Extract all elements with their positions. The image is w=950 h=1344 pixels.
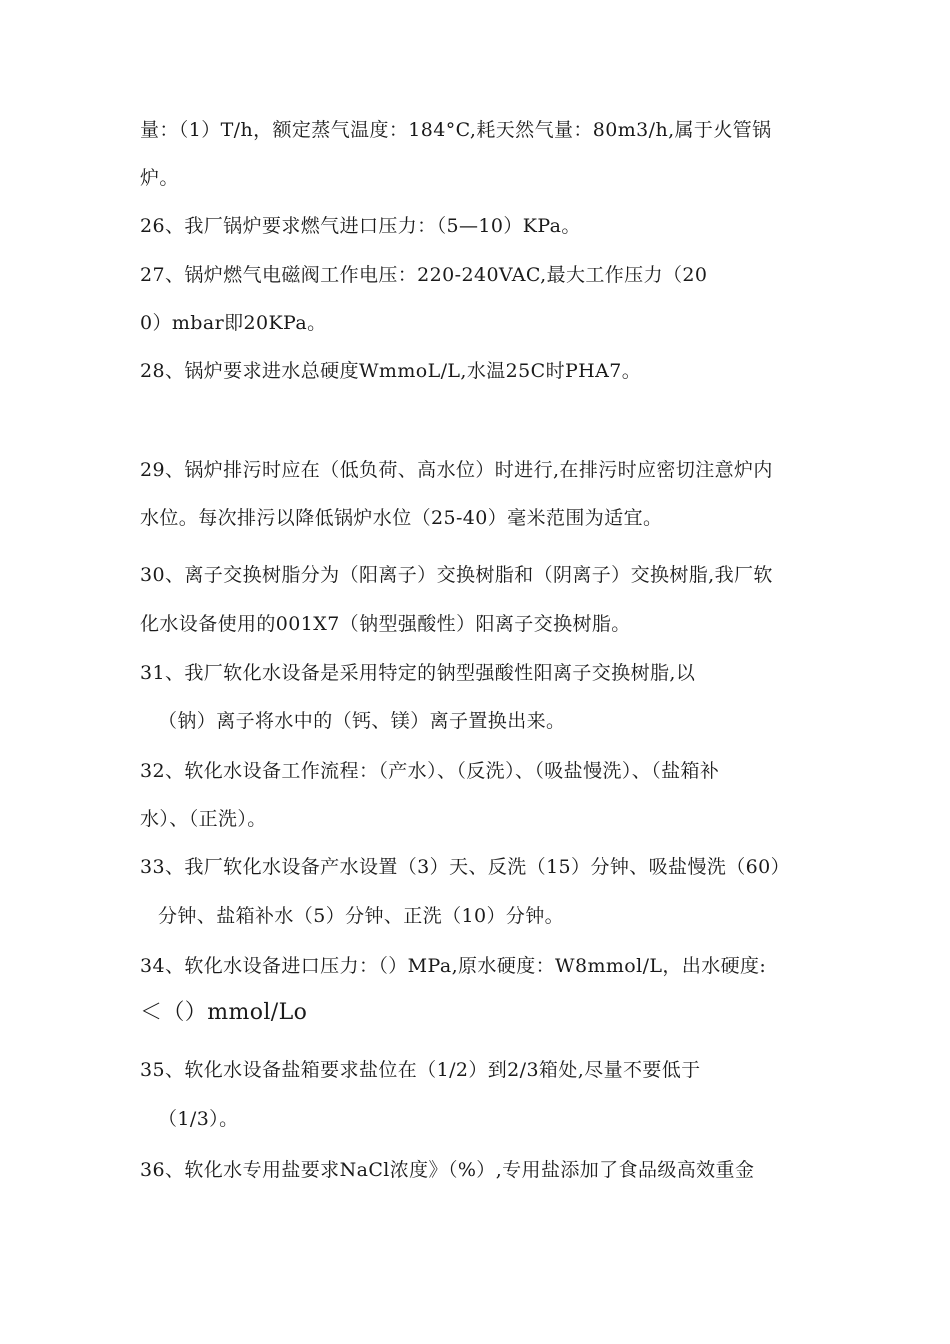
text-line: 炉。 [140, 167, 179, 189]
text-line: 30、离子交换树脂分为（阳离子）交换树脂和（阴离子）交换树脂,我厂软 [140, 564, 773, 586]
text-line: 水）、（正洗）。 [140, 808, 267, 830]
text-line: （1/3）。 [158, 1108, 239, 1130]
text-line: （钠）离子将水中的（钙、镁）离子置换出来。 [158, 710, 566, 732]
text-line: 27、锅炉燃气电磁阀工作电压：220-240VAC,最大工作压力（20 [140, 264, 708, 286]
text-line: 水位。每次排污以降低锅炉水位（25-40）毫米范围为适宜。 [140, 507, 663, 529]
text-line: 量：（1）T/h，额定蒸气温度：184°C,耗天然气量：80m3/h,属于火管锅 [140, 119, 772, 141]
text-line: 33、我厂软化水设备产水设置（3）天、反洗（15）分钟、吸盐慢洗（60） [140, 856, 791, 878]
text-line: 36、软化水专用盐要求NaCl浓度》（%）,专用盐添加了食品级高效重金 [140, 1159, 755, 1181]
text-line: 34、软化水设备进口压力：（）MPa,原水硬度：W8mmol/L，出水硬度: [140, 955, 767, 977]
text-line: 35、软化水设备盐箱要求盐位在（1/2）到2/3箱处,尽量不要低于 [140, 1059, 701, 1081]
text-line: 31、我厂软化水设备是采用特定的钠型强酸性阳离子交换树脂,以 [140, 662, 696, 684]
text-line: 化水设备使用的001X7（钠型强酸性）阳离子交换树脂。 [140, 613, 631, 635]
text-line: 29、锅炉排污时应在（低负荷、高水位）时进行,在排污时应密切注意炉内 [140, 459, 773, 481]
text-line: 0）mbar即20KPa。 [140, 312, 327, 334]
text-line: ＜（）mmol/Lo [140, 1000, 308, 1025]
text-line: 分钟、盐箱补水（5）分钟、正洗（10）分钟。 [158, 905, 565, 927]
text-line: 26、我厂锅炉要求燃气进口压力：（5—10）KPa。 [140, 215, 581, 237]
text-line: 28、锅炉要求进水总硬度WmmoL/L,水温25C时PHA7。 [140, 360, 642, 382]
text-line: 32、软化水设备工作流程：（产水）、（反洗）、（吸盐慢洗）、（盐箱补 [140, 760, 720, 782]
